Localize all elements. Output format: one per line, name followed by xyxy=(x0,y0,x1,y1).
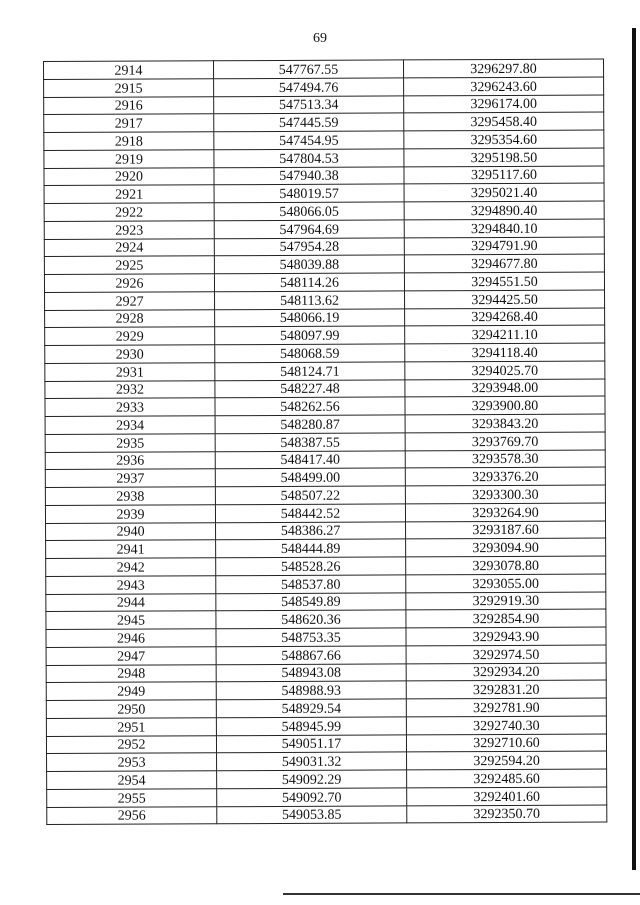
point-number-cell: 2938 xyxy=(45,487,215,505)
point-number-cell: 2932 xyxy=(45,380,215,398)
y-coordinate-cell: 3293948.00 xyxy=(405,379,605,398)
y-coordinate-cell: 3292350.70 xyxy=(407,805,607,824)
table-row xyxy=(45,485,605,505)
point-number-cell: 2917 xyxy=(44,114,214,132)
x-coordinate-cell: 547964.69 xyxy=(214,220,404,239)
point-number-cell: 2920 xyxy=(44,167,214,185)
y-coordinate-cell: 3293769.70 xyxy=(405,432,605,451)
y-coordinate-cell: 3295117.60 xyxy=(404,166,604,185)
point-number-cell: 2955 xyxy=(47,788,217,806)
table-row xyxy=(45,308,605,328)
y-coordinate-cell: 3292974.50 xyxy=(406,645,606,664)
table-row xyxy=(45,343,605,363)
table-row xyxy=(46,627,606,647)
x-coordinate-cell: 548066.05 xyxy=(214,202,404,221)
y-coordinate-cell: 3295458.40 xyxy=(404,112,604,131)
point-number-cell: 2921 xyxy=(44,185,214,203)
point-number-cell: 2935 xyxy=(45,434,215,452)
y-coordinate-cell: 3294425.50 xyxy=(405,290,605,309)
y-coordinate-cell: 3293300.30 xyxy=(405,485,605,504)
x-coordinate-cell: 549092.70 xyxy=(217,788,407,807)
point-number-cell: 2922 xyxy=(44,203,214,221)
x-coordinate-cell: 548097.99 xyxy=(215,326,405,345)
y-coordinate-cell: 3292710.60 xyxy=(406,734,606,753)
x-coordinate-cell: 547767.55 xyxy=(214,60,404,79)
point-number-cell: 2927 xyxy=(45,292,215,310)
y-coordinate-cell: 3293578.30 xyxy=(405,450,605,469)
table-row xyxy=(44,59,604,79)
x-coordinate-cell: 548929.54 xyxy=(216,699,406,718)
y-coordinate-cell: 3294268.40 xyxy=(405,308,605,327)
point-number-cell: 2940 xyxy=(46,522,216,540)
x-coordinate-cell: 547445.59 xyxy=(214,113,404,132)
y-coordinate-cell: 3294118.40 xyxy=(405,343,605,362)
table-row xyxy=(46,521,606,541)
point-number-cell: 2924 xyxy=(44,238,214,256)
x-coordinate-cell: 547940.38 xyxy=(214,166,404,185)
point-number-cell: 2919 xyxy=(44,150,214,168)
table-row xyxy=(44,183,604,203)
y-coordinate-cell: 3292781.90 xyxy=(406,698,606,717)
point-number-cell: 2923 xyxy=(44,221,214,239)
y-coordinate-cell: 3293094.90 xyxy=(406,538,606,557)
table-row xyxy=(44,130,604,150)
table-row xyxy=(44,201,604,221)
table-row xyxy=(46,574,606,594)
point-number-cell: 2934 xyxy=(45,416,215,434)
y-coordinate-cell: 3293078.80 xyxy=(406,556,606,575)
x-coordinate-cell: 548387.55 xyxy=(215,433,405,452)
x-coordinate-cell: 549053.85 xyxy=(217,805,407,824)
table-row xyxy=(46,592,606,612)
table-row xyxy=(44,95,604,115)
table-row xyxy=(46,698,606,718)
y-coordinate-cell: 3294840.10 xyxy=(404,219,604,238)
y-coordinate-cell: 3292831.20 xyxy=(406,680,606,699)
table-row xyxy=(44,77,604,97)
point-number-cell: 2914 xyxy=(44,61,214,79)
x-coordinate-cell: 548417.40 xyxy=(215,450,405,469)
table-row xyxy=(47,769,607,789)
point-number-cell: 2926 xyxy=(44,274,214,292)
x-coordinate-cell: 548988.93 xyxy=(216,681,406,700)
coordinates-table-body xyxy=(44,59,607,825)
table-row xyxy=(45,467,605,487)
y-coordinate-cell: 3292485.60 xyxy=(407,769,607,788)
x-coordinate-cell: 548068.59 xyxy=(215,344,405,363)
table-row xyxy=(45,396,605,416)
x-coordinate-cell: 548442.52 xyxy=(215,504,405,523)
y-coordinate-cell: 3293055.00 xyxy=(406,574,606,593)
y-coordinate-cell: 3292919.30 xyxy=(406,592,606,611)
x-coordinate-cell: 547454.95 xyxy=(214,131,404,150)
point-number-cell: 2946 xyxy=(46,629,216,647)
table-row xyxy=(44,219,604,239)
x-coordinate-cell: 548753.35 xyxy=(216,628,406,647)
y-coordinate-cell: 3294211.10 xyxy=(405,325,605,344)
table-row xyxy=(46,734,606,754)
y-coordinate-cell: 3292934.20 xyxy=(406,663,606,682)
point-number-cell: 2929 xyxy=(45,327,215,345)
x-coordinate-cell: 547513.34 xyxy=(214,95,404,114)
scan-edge-bottom xyxy=(283,893,640,895)
x-coordinate-cell: 548386.27 xyxy=(216,521,406,540)
y-coordinate-cell: 3296174.00 xyxy=(404,95,604,114)
y-coordinate-cell: 3294677.80 xyxy=(404,254,604,273)
y-coordinate-cell: 3292594.20 xyxy=(407,751,607,770)
x-coordinate-cell: 548867.66 xyxy=(216,646,406,665)
y-coordinate-cell: 3294890.40 xyxy=(404,201,604,220)
table-row xyxy=(44,237,604,257)
table-row xyxy=(44,254,604,274)
y-coordinate-cell: 3296243.60 xyxy=(404,77,604,96)
table-row xyxy=(46,556,606,576)
point-number-cell: 2930 xyxy=(45,345,215,363)
table-row xyxy=(44,166,604,186)
page-number: 69 xyxy=(313,31,327,46)
y-coordinate-cell: 3294791.90 xyxy=(404,237,604,256)
point-number-cell: 2949 xyxy=(46,682,216,700)
point-number-cell: 2943 xyxy=(46,576,216,594)
x-coordinate-cell: 549092.29 xyxy=(217,770,407,789)
point-number-cell: 2945 xyxy=(46,611,216,629)
coordinates-table xyxy=(43,59,607,826)
x-coordinate-cell: 548537.80 xyxy=(216,575,406,594)
y-coordinate-cell: 3292854.90 xyxy=(406,609,606,628)
y-coordinate-cell: 3292401.60 xyxy=(407,787,607,806)
x-coordinate-cell: 547494.76 xyxy=(214,78,404,97)
y-coordinate-cell: 3292943.90 xyxy=(406,627,606,646)
table-row xyxy=(45,290,605,310)
x-coordinate-cell: 548943.08 xyxy=(216,663,406,682)
table-row xyxy=(47,751,607,771)
x-coordinate-cell: 548019.57 xyxy=(214,184,404,203)
y-coordinate-cell: 3293187.60 xyxy=(406,521,606,540)
y-coordinate-cell: 3293843.20 xyxy=(405,414,605,433)
point-number-cell: 2956 xyxy=(47,806,217,824)
table-row xyxy=(47,805,607,825)
point-number-cell: 2939 xyxy=(45,505,215,523)
y-coordinate-cell: 3296297.80 xyxy=(403,59,603,78)
point-number-cell: 2916 xyxy=(44,96,214,114)
y-coordinate-cell: 3294551.50 xyxy=(404,272,604,291)
y-coordinate-cell: 3293900.80 xyxy=(405,396,605,415)
y-coordinate-cell: 3294025.70 xyxy=(405,361,605,380)
x-coordinate-cell: 548262.56 xyxy=(215,397,405,416)
point-number-cell: 2918 xyxy=(44,132,214,150)
table-row xyxy=(46,716,606,736)
table-row xyxy=(45,379,605,399)
x-coordinate-cell: 548499.00 xyxy=(215,468,405,487)
x-coordinate-cell: 548227.48 xyxy=(215,379,405,398)
y-coordinate-cell: 3295021.40 xyxy=(404,183,604,202)
point-number-cell: 2948 xyxy=(46,664,216,682)
x-coordinate-cell: 548039.88 xyxy=(214,255,404,274)
point-number-cell: 2954 xyxy=(47,771,217,789)
table-row xyxy=(45,432,605,452)
x-coordinate-cell: 548549.89 xyxy=(216,592,406,611)
table-row xyxy=(45,325,605,345)
table-row xyxy=(46,645,606,665)
x-coordinate-cell: 548066.19 xyxy=(215,308,405,327)
x-coordinate-cell: 549031.32 xyxy=(217,752,407,771)
x-coordinate-cell: 548113.62 xyxy=(215,291,405,310)
point-number-cell: 2951 xyxy=(46,717,216,735)
point-number-cell: 2915 xyxy=(44,79,214,97)
point-number-cell: 2950 xyxy=(46,700,216,718)
point-number-cell: 2952 xyxy=(46,735,216,753)
point-number-cell: 2936 xyxy=(45,451,215,469)
x-coordinate-cell: 549051.17 xyxy=(216,734,406,753)
table-row xyxy=(45,361,605,381)
point-number-cell: 2931 xyxy=(45,363,215,381)
table-row xyxy=(46,538,606,558)
point-number-cell: 2928 xyxy=(45,309,215,327)
point-number-cell: 2942 xyxy=(46,558,216,576)
y-coordinate-cell: 3293264.90 xyxy=(405,503,605,522)
table-row xyxy=(46,680,606,700)
table-row xyxy=(44,112,604,132)
table-row xyxy=(45,450,605,470)
x-coordinate-cell: 548280.87 xyxy=(215,415,405,434)
point-number-cell: 2947 xyxy=(46,647,216,665)
point-number-cell: 2953 xyxy=(47,753,217,771)
x-coordinate-cell: 548124.71 xyxy=(215,362,405,381)
x-coordinate-cell: 548528.26 xyxy=(216,557,406,576)
x-coordinate-cell: 548945.99 xyxy=(216,717,406,736)
y-coordinate-cell: 3293376.20 xyxy=(405,467,605,486)
x-coordinate-cell: 547954.28 xyxy=(214,237,404,256)
point-number-cell: 2941 xyxy=(46,540,216,558)
point-number-cell: 2925 xyxy=(44,256,214,274)
x-coordinate-cell: 548114.26 xyxy=(214,273,404,292)
x-coordinate-cell: 548444.89 xyxy=(216,539,406,558)
point-number-cell: 2937 xyxy=(45,469,215,487)
y-coordinate-cell: 3295354.60 xyxy=(404,130,604,149)
table-row xyxy=(44,148,604,168)
table-row xyxy=(46,609,606,629)
table-row xyxy=(47,787,607,807)
y-coordinate-cell: 3295198.50 xyxy=(404,148,604,167)
table-row xyxy=(45,414,605,434)
table-row xyxy=(45,503,605,523)
point-number-cell: 2944 xyxy=(46,593,216,611)
scan-edge-right xyxy=(632,28,636,870)
x-coordinate-cell: 548620.36 xyxy=(216,610,406,629)
point-number-cell: 2933 xyxy=(45,398,215,416)
x-coordinate-cell: 547804.53 xyxy=(214,149,404,168)
table-row xyxy=(44,272,604,292)
x-coordinate-cell: 548507.22 xyxy=(215,486,405,505)
table-row xyxy=(46,663,606,683)
y-coordinate-cell: 3292740.30 xyxy=(406,716,606,735)
